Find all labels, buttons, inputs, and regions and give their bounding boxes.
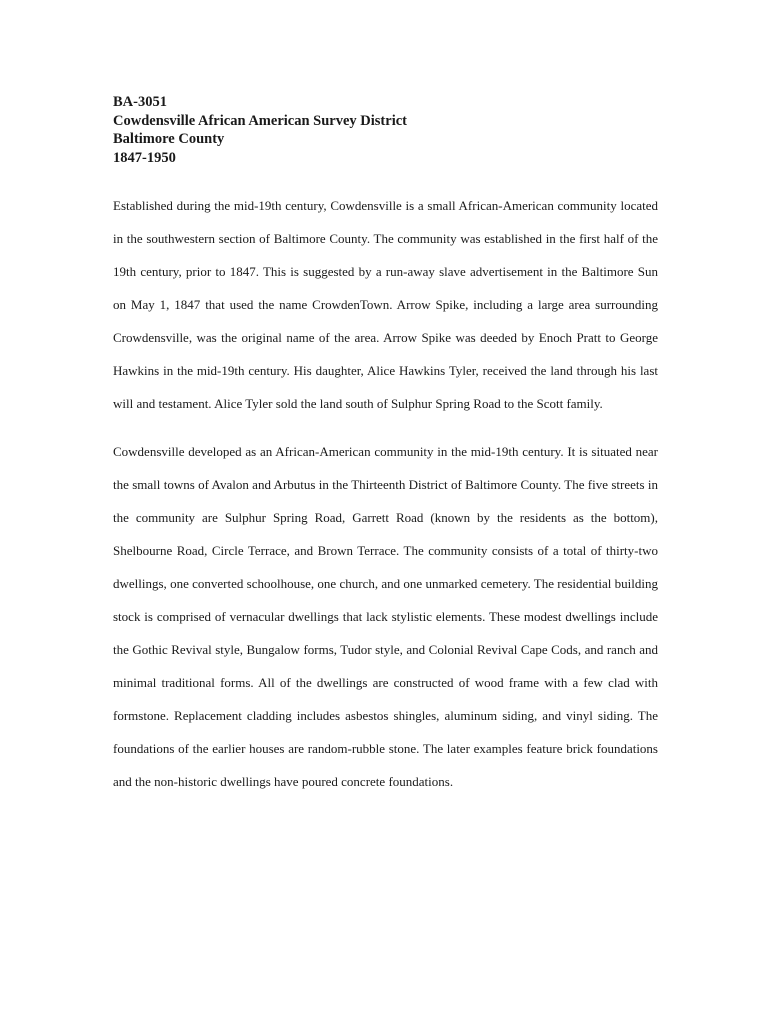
survey-id: BA-3051 xyxy=(113,94,167,110)
document-page xyxy=(113,93,658,798)
document-heading xyxy=(113,93,658,167)
body-paragraph-history: Established during the mid-19th century, Cowdensville is a small African-American community located in the southwestern section of Baltimore County. The community was established in the first half of the 19th century, prior to 1847. This is suggested by a run-away slave advertisement in the Baltimore Sun on May 1, 1847 that used the name CrowdenTown. Arrow Spike, including a large area surrounding Crowdensville, was the original name of the area. Arrow Spike was deeded by Enoch Pratt to George Hawkins in the mid-19th century. His daughter, Alice Hawkins Tyler, received the land through his last will and testament. Alice Tyler sold the land south of Sulphur Spring Road to the Scott family. xyxy=(113,198,658,411)
district-title: Cowdensville African American Survey District xyxy=(113,112,407,129)
date-range: 1847-1950 xyxy=(113,149,176,166)
body-paragraph-description: Cowdensville developed as an African-American community in the mid-19th century. It is situated near the small towns of Avalon and Arbutus in the Thirteenth District of Baltimore County. The five streets in the community are Sulphur Spring Road, Garrett Road (known by the residents as the bottom), Shelbourne Road, Circle Terrace, and Brown Terrace. The community consists of a total of thirty-two dwellings, one converted schoolhouse, one church, and one unmarked cemetery. The residential building stock is comprised of vernacular dwellings that lack stylistic elements. These modest dwellings include the Gothic Revival style, Bungalow forms, Tudor style, and Colonial Revival Cape Cods, and ranch and minimal traditional forms. All of the dwellings are constructed of wood frame with a few clad with formstone. Replacement cladding includes asbestos shingles, aluminum siding, and vinyl siding. The foundations of the earlier houses are random-rubble stone. The later examples feature brick foundations and the non-historic dwellings have poured concrete foundations. xyxy=(113,444,658,789)
county-name: Baltimore County xyxy=(113,131,225,147)
